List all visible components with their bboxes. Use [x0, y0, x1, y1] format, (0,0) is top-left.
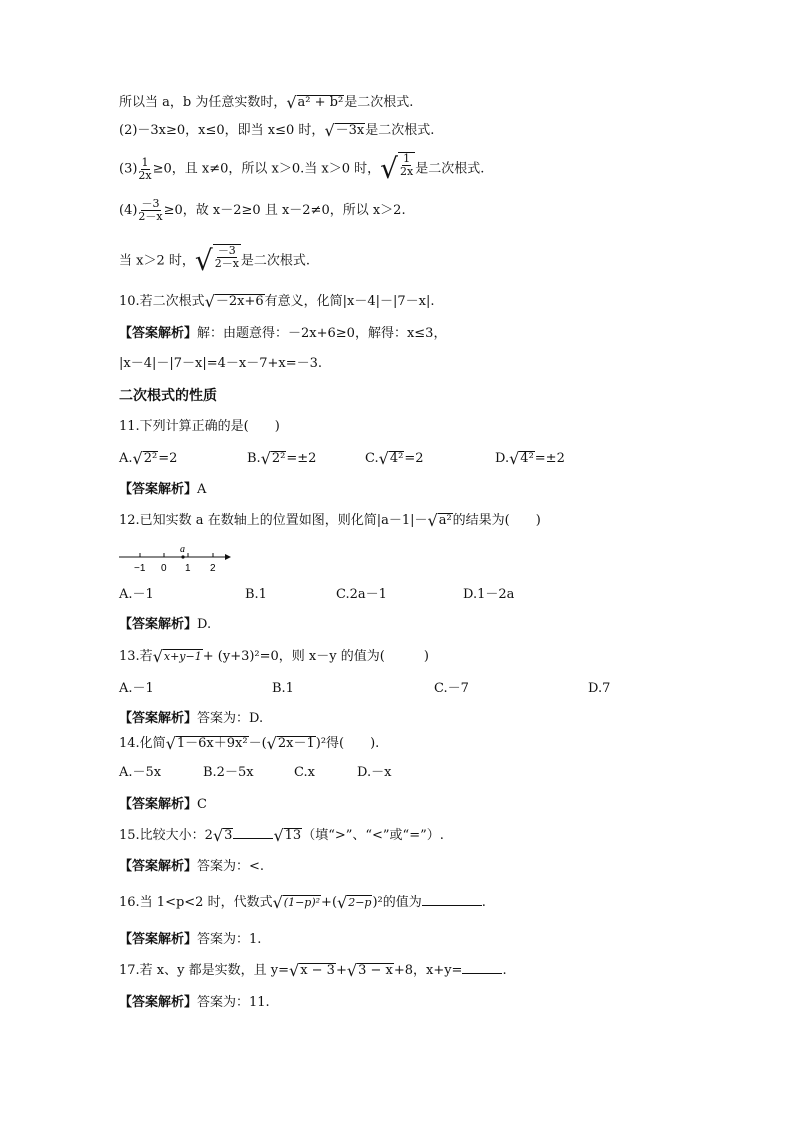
answer-text: C [197, 797, 207, 812]
radical: √ 13 [273, 825, 302, 845]
question-10 [119, 293, 435, 311]
radical: √ 2−p [337, 892, 372, 912]
text: 17.若 x、y 都是实数，且 y= [119, 963, 289, 978]
label-a: a [180, 544, 185, 555]
fraction [137, 198, 163, 223]
question-11: 11.下列计算正确的是( ) [119, 419, 280, 434]
radical: √ 1－6x＋9x² [165, 733, 248, 753]
text: =±2 [286, 451, 317, 466]
radical: √ 4² [378, 448, 404, 468]
radicand: －2x+6 [215, 293, 264, 309]
text: 的结果为( ) [452, 513, 541, 528]
question-12 [119, 512, 541, 530]
text: 是二次根式. [240, 253, 311, 269]
option-11-c [365, 450, 423, 468]
radicand [213, 244, 241, 278]
solution-line-3 [119, 152, 484, 186]
answer-10 [119, 325, 446, 343]
solution-line-4 [119, 198, 406, 223]
answer-tag: 【答案解析】 [119, 995, 198, 1010]
answer-text: |x－4|－|7－x|=4－x－7+x=－3. [119, 356, 323, 371]
answer-text: 答案为：1. [197, 932, 262, 947]
text: (4) [119, 203, 138, 218]
denominator: 2x [400, 165, 414, 178]
radical: √ a² + b² [286, 92, 344, 112]
answer-tag: 【答案解析】 [119, 932, 198, 947]
radicand: 1－6x＋9x² [176, 735, 248, 751]
text: 14.化简 [119, 736, 166, 751]
answer-tag: 【答案解析】 [119, 711, 198, 726]
denominator: 2－x [214, 257, 239, 270]
answer-16 [119, 931, 261, 949]
fraction [214, 245, 240, 270]
text: 12.已知实数 a 在数轴上的位置如图，则化简|a－1|－ [119, 513, 428, 528]
text: =2 [158, 451, 178, 466]
radicand: 2−p [348, 895, 372, 909]
numerator: －3 [217, 244, 236, 257]
answer-text: D. [197, 617, 212, 632]
fill-blank[interactable] [233, 838, 273, 839]
question-13 [119, 648, 429, 666]
point-a [181, 555, 184, 558]
radical: √ 2² [132, 448, 158, 468]
denominator: 2－x [138, 210, 163, 223]
radical: √ (1−p)² [272, 892, 321, 912]
label-2: 2 [210, 563, 216, 574]
radicand: (1−p)² [283, 895, 321, 909]
answer-tag: 【答案解析】 [119, 482, 198, 497]
radicand: 2² [271, 450, 286, 466]
text: ≥0，故 x－2≥0 且 x－2≠0，所以 x＞2. [163, 203, 406, 218]
solution-line-1 [119, 94, 413, 112]
answer-14 [119, 796, 207, 814]
radical: √ 3 − x [346, 960, 393, 980]
text: (3) [119, 161, 138, 177]
text: =±2 [534, 451, 565, 466]
radicand: a² + b² [297, 94, 344, 110]
option-11-b [247, 450, 316, 468]
number-line-diagram [117, 540, 233, 574]
text: =2 [404, 451, 424, 466]
text: +( [321, 895, 338, 910]
option-12-a: A.－1 [119, 587, 154, 602]
question-16 [119, 894, 486, 912]
text: 有意义，化简|x－4|－|7－x|. [264, 294, 435, 309]
radicand [398, 152, 415, 186]
solution-line-2 [119, 122, 434, 140]
option-label: C. [365, 451, 379, 466]
option-label: A. [119, 451, 133, 466]
answer-text: 答案为：D. [197, 711, 264, 726]
radical: √ x − 3 [288, 960, 335, 980]
option-13-c: C.－7 [434, 681, 469, 696]
text: 是二次根式. [365, 123, 435, 138]
radical: √ $\frac{1}{2x}$ [380, 152, 414, 185]
answer-tag: 【答案解析】 [119, 859, 198, 874]
label-minus-1: −1 [134, 563, 146, 574]
denominator: 2x [138, 168, 152, 182]
text: 是二次根式. [415, 161, 485, 177]
text: 所以当 a，b 为任意实数时， [119, 95, 287, 110]
radicand: x − 3 [300, 962, 335, 978]
radicand: 4² [389, 450, 404, 466]
answer-11 [119, 481, 206, 499]
radical: √ $\frac{-3}{2-x}$ [194, 244, 239, 277]
answer-12 [119, 616, 211, 634]
label-0: 0 [161, 563, 167, 574]
text: 13.若 [119, 649, 153, 664]
option-11-a [119, 450, 177, 468]
question-14 [119, 735, 379, 753]
option-label: D. [495, 451, 510, 466]
option-13-a: A.－1 [119, 681, 154, 696]
label-1: 1 [185, 563, 191, 574]
text: －( [248, 736, 267, 751]
radicand: 2x－1 [277, 735, 315, 751]
option-13-d: D.7 [588, 681, 611, 696]
option-14-c: C.x [294, 765, 315, 780]
option-12-c: C.2a－1 [336, 587, 387, 602]
text: ≥0，且 x≠0，所以 x＞0.当 x＞0 时， [152, 161, 381, 177]
fraction [399, 153, 414, 178]
answer-text: 答案为：<. [197, 859, 265, 874]
text: . [502, 963, 507, 978]
fill-blank[interactable] [422, 905, 482, 906]
option-14-d: D.－x [357, 765, 392, 780]
text: + (y+3)²=0，则 x－y 的值为( ) [202, 649, 429, 664]
section-heading: 二次根式的性质 [119, 388, 217, 404]
radicand: 3 [224, 827, 233, 843]
fill-blank[interactable] [462, 973, 502, 974]
radicand: 2² [143, 450, 158, 466]
text: )²得( ). [315, 736, 380, 751]
text: +8，x+y= [393, 963, 463, 978]
question-15 [119, 827, 444, 845]
radicand: 4² [520, 450, 534, 466]
answer-tag: 【答案解析】 [119, 326, 198, 341]
answer-text: 解：由题意得：－2x+6≥0，解得：x≤3， [197, 326, 447, 341]
radicand: x+y−1 [163, 649, 202, 663]
answer-tag: 【答案解析】 [119, 797, 198, 812]
text: )² [372, 895, 383, 910]
option-12-b: B.1 [245, 587, 267, 602]
numerator: 1 [141, 155, 149, 169]
answer-17 [119, 994, 270, 1012]
option-11-d [495, 450, 565, 468]
text: . [481, 895, 486, 910]
radicand: a² [438, 512, 452, 528]
text: （填“>”、“<”或“=”）. [302, 828, 444, 843]
answer-10-line-2 [119, 355, 322, 373]
answer-text: 答案为：11. [197, 995, 270, 1010]
radical: √ 3 [212, 825, 233, 845]
radicand: 13 [284, 827, 302, 843]
answer-text: A [197, 482, 207, 497]
text: 是二次根式. [344, 95, 414, 110]
radicand: －3x [335, 122, 365, 138]
option-14-b: B.2－5x [203, 765, 254, 780]
radical: √ a² [427, 510, 452, 530]
numerator: 1 [403, 152, 411, 165]
text: 的值为 [382, 895, 422, 910]
fraction [137, 157, 152, 182]
option-14-a: A.－5x [119, 765, 162, 780]
text: + [335, 963, 347, 978]
question-17 [119, 962, 507, 980]
option-label: B. [247, 451, 261, 466]
text: 16.当 1<p<2 时，代数式 [119, 895, 273, 910]
text: 15.比较大小：2 [119, 828, 213, 843]
numerator: －3 [141, 197, 160, 210]
radical: √ 2² [260, 448, 286, 468]
arrow-head-icon [225, 554, 231, 560]
text: (2)－3x≥0，x≤0，即当 x≤0 时， [119, 123, 325, 138]
radical: √ －3x [324, 120, 365, 140]
radicand: 3 − x [358, 962, 393, 978]
radical: √ x+y−1 [152, 646, 202, 666]
answer-tag: 【答案解析】 [119, 617, 198, 632]
solution-line-5 [119, 244, 310, 278]
answer-13 [119, 710, 263, 728]
radical: √ 4² [509, 448, 534, 468]
option-12-d: D.1－2a [463, 587, 515, 602]
answer-15 [119, 858, 264, 876]
text: 当 x＞2 时， [119, 253, 195, 269]
radical: √ 2x－1 [266, 733, 315, 753]
text: 10.若二次根式 [119, 294, 205, 309]
option-13-b: B.1 [272, 681, 294, 696]
radical: √ －2x+6 [204, 291, 264, 311]
